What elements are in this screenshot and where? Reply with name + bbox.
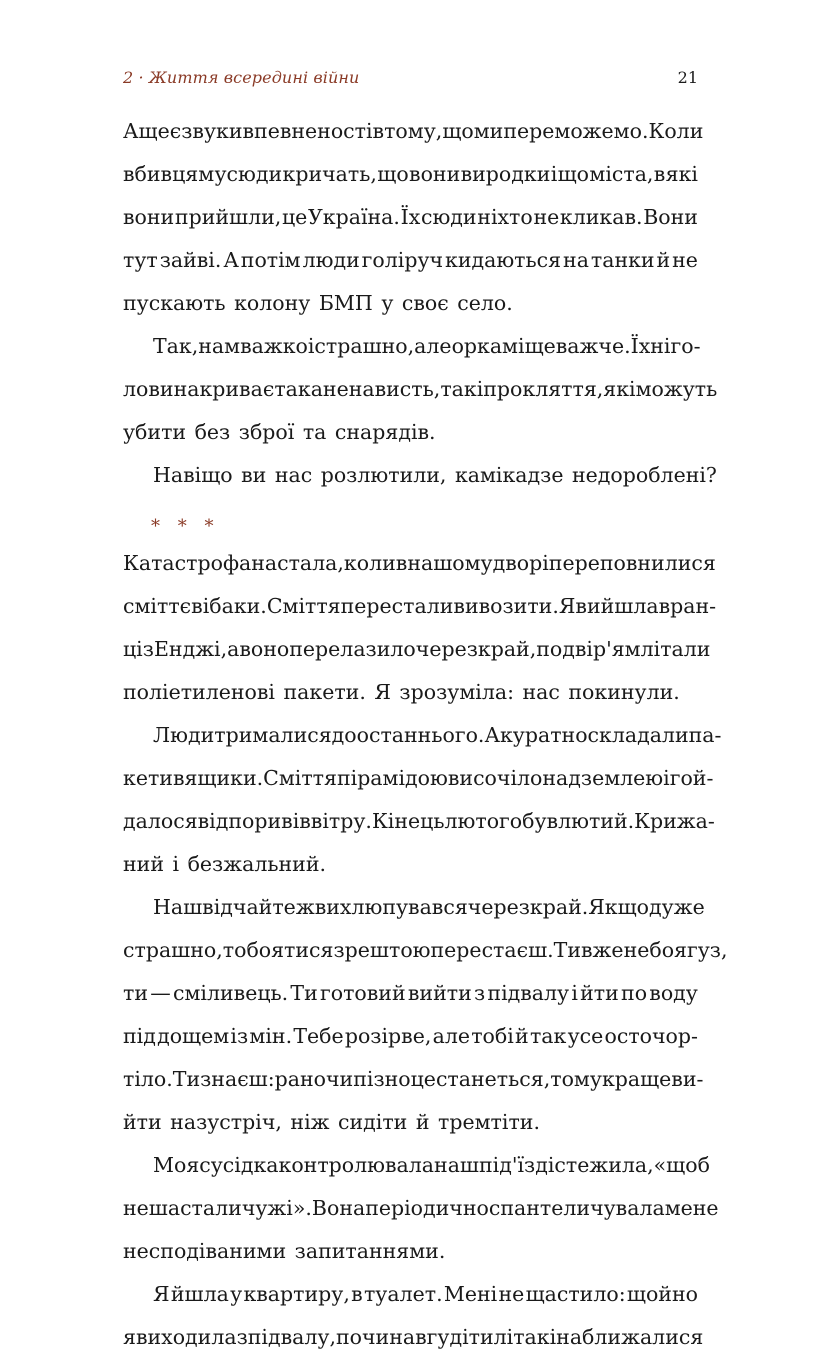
text-line: поліетиленові пакети. Я зрозуміла: нас покинули. xyxy=(123,680,680,704)
text-line: тут зайві. А потім люди голіруч кидаються на танки й не xyxy=(123,248,698,272)
text-line: лови накриває така ненависть, такі прокляття, які можуть xyxy=(123,377,718,401)
text-line: вбивцям усюди кричать, що вони виродки і що міста, в які xyxy=(123,162,698,186)
text-line: сміттєві баки. Сміття перестали вивозити. Я вийшла вран- xyxy=(123,594,717,618)
text-block-after-break xyxy=(123,542,728,1359)
text-line: не шастали чужі». Вона періодично спантеличувала мене xyxy=(123,1196,719,1220)
text-line: ний і безжальний. xyxy=(123,852,327,876)
text-line: кети в ящики. Сміття пірамідою височіло над землею і гой- xyxy=(123,766,714,790)
text-line: Катастрофа настала, коли в нашому дворі переповнилися xyxy=(123,551,716,575)
running-header xyxy=(123,66,698,90)
text-line: несподіваними запитаннями. xyxy=(123,1239,446,1263)
text-line: пускають колону БМП у своє село. xyxy=(123,291,513,315)
text-line: Так, нам важко і страшно, але оркам іще важче. Їхні го- xyxy=(153,334,701,358)
text-block-before-break xyxy=(123,110,718,497)
text-line: страшно, то боятися зрештою перестаєш. Ти вже не боягуз, xyxy=(123,938,728,962)
text-line: йти назустріч, ніж сидіти й тремтіти. xyxy=(123,1110,540,1134)
text-line: ці з Енджі, а воно перелазило через край, подвір'ям літали xyxy=(123,637,711,661)
text-line: ти — сміливець. Ти готовий вийти з підвалу і йти по воду xyxy=(123,981,698,1005)
text-line: Навіщо ви нас розлютили, камікадзе недороблені? xyxy=(153,463,717,487)
text-line: Я йшла у квартиру, в туалет. Мені не щастило: щойно xyxy=(153,1282,698,1306)
body-text xyxy=(123,110,728,1359)
text-line: тіло. Ти знаєш: рано чи пізно це станеться, тому краще ви- xyxy=(123,1067,704,1091)
text-line: Моя сусідка контролювала наш під'їзд і стежила, «щоб xyxy=(153,1153,710,1177)
text-line: Люди трималися до останнього. Акуратно складали па- xyxy=(153,723,722,747)
text-line: далося від поривів вітру. Кінець лютого був лютий. Крижа- xyxy=(123,809,715,833)
chapter-title: 2 · Життя всередині війни xyxy=(123,68,360,87)
section-break: * * * xyxy=(151,516,220,537)
page-number: 21 xyxy=(677,68,698,87)
text-line: я виходила з підвалу, починав гудіти літак і наближалися xyxy=(123,1325,704,1349)
text-line: вони прийшли, це Україна. Їх сюди ніхто не кликав. Вони xyxy=(123,205,698,229)
text-line: А ще є звуки впевненості в тому, що ми переможемо. Коли xyxy=(123,119,704,143)
text-line: убити без зброї та снарядів. xyxy=(123,420,436,444)
text-line: Наш відчай теж вихлюпувався через край. Якщо дуже xyxy=(153,895,705,919)
text-line: під дощем із мін. Тебе розірве, але тобі й так усе осточор- xyxy=(123,1024,698,1048)
